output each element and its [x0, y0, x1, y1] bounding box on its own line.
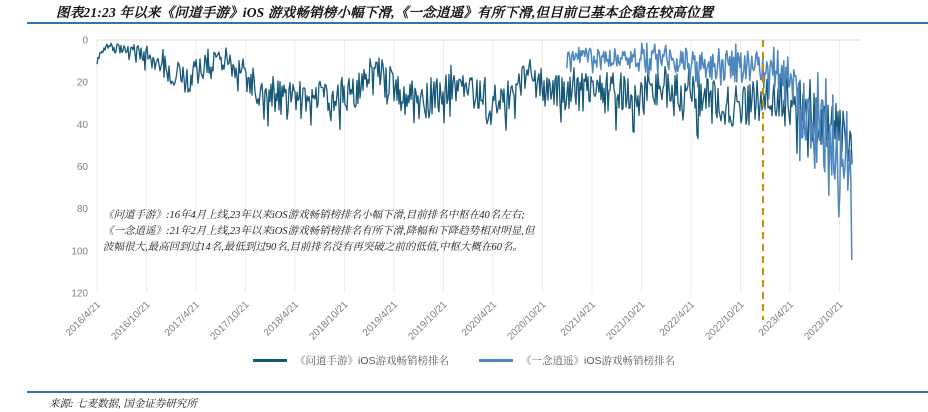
- ranking-line-chart: [0, 30, 928, 352]
- legend-line-swatch-dark: [253, 359, 287, 362]
- x-tick-label: 2022/4/21: [657, 299, 698, 339]
- legend-item-yinian: [479, 353, 675, 368]
- series-line: [567, 43, 852, 260]
- annotation-line: 《问道手游》:16年4月上线,23年以来iOS游戏畅销榜排名小幅下滑,目前排名中枢在40名左右;: [103, 210, 525, 221]
- chart-annotation: [103, 208, 534, 256]
- legend-line-swatch-light: [479, 359, 513, 362]
- x-tick-label: 2020/4/21: [459, 299, 500, 339]
- y-tick-label: 0: [82, 35, 88, 47]
- y-tick-label: 20: [76, 77, 88, 89]
- source-note: 来源: 七麦数据, 国金证券研究所: [49, 399, 197, 410]
- legend-item-wendao: [253, 353, 449, 368]
- y-tick-label: 120: [71, 288, 88, 300]
- x-tick-label: 2022/10/21: [703, 299, 747, 343]
- x-tick-label: 2016/4/21: [63, 299, 104, 339]
- chart-legend: [0, 353, 928, 368]
- figure-title: 图表21:23 年以来《问道手游》iOS 游戏畅销榜小幅下滑,《一念逍遥》有所下滑,但目前已基本企稳在较高位置: [56, 5, 714, 20]
- annotation-line: 波幅很大,最高回到过14名,最低到过90名,目前排名没有再突破之前的低值,中枢大概在60名。: [103, 242, 523, 253]
- bottom-rule: [27, 391, 928, 393]
- x-tick-label: 2023/10/21: [802, 299, 846, 343]
- annotation-line: 《一念逍遥》:21年2月上线,23年以来iOS游戏畅销榜排名有所下滑,降幅和下降趋势相对明显,但: [103, 226, 535, 237]
- x-tick-label: 2016/10/21: [109, 299, 153, 343]
- x-tick-label: 2020/10/21: [505, 299, 549, 343]
- legend-label: 《问道手游》iOS游戏畅销榜排名: [294, 355, 449, 367]
- x-tick-label: 2023/4/21: [756, 299, 797, 339]
- x-tick-label: 2019/4/21: [360, 299, 401, 339]
- y-tick-label: 80: [76, 204, 88, 216]
- legend-label: 《一念逍遥》iOS游戏畅销榜排名: [521, 355, 676, 367]
- x-tick-label: 2018/4/21: [261, 299, 302, 339]
- x-tick-label: 2019/10/21: [406, 299, 450, 343]
- x-tick-label: 2018/10/21: [307, 299, 351, 343]
- y-tick-label: 40: [76, 119, 88, 131]
- x-tick-label: 2021/4/21: [558, 299, 599, 339]
- y-tick-label: 100: [71, 246, 88, 258]
- x-tick-label: 2021/10/21: [604, 299, 648, 343]
- x-tick-label: 2017/4/21: [162, 299, 203, 339]
- x-tick-label: 2017/10/21: [208, 299, 252, 343]
- y-tick-label: 60: [76, 162, 88, 173]
- title-rule: [27, 22, 928, 24]
